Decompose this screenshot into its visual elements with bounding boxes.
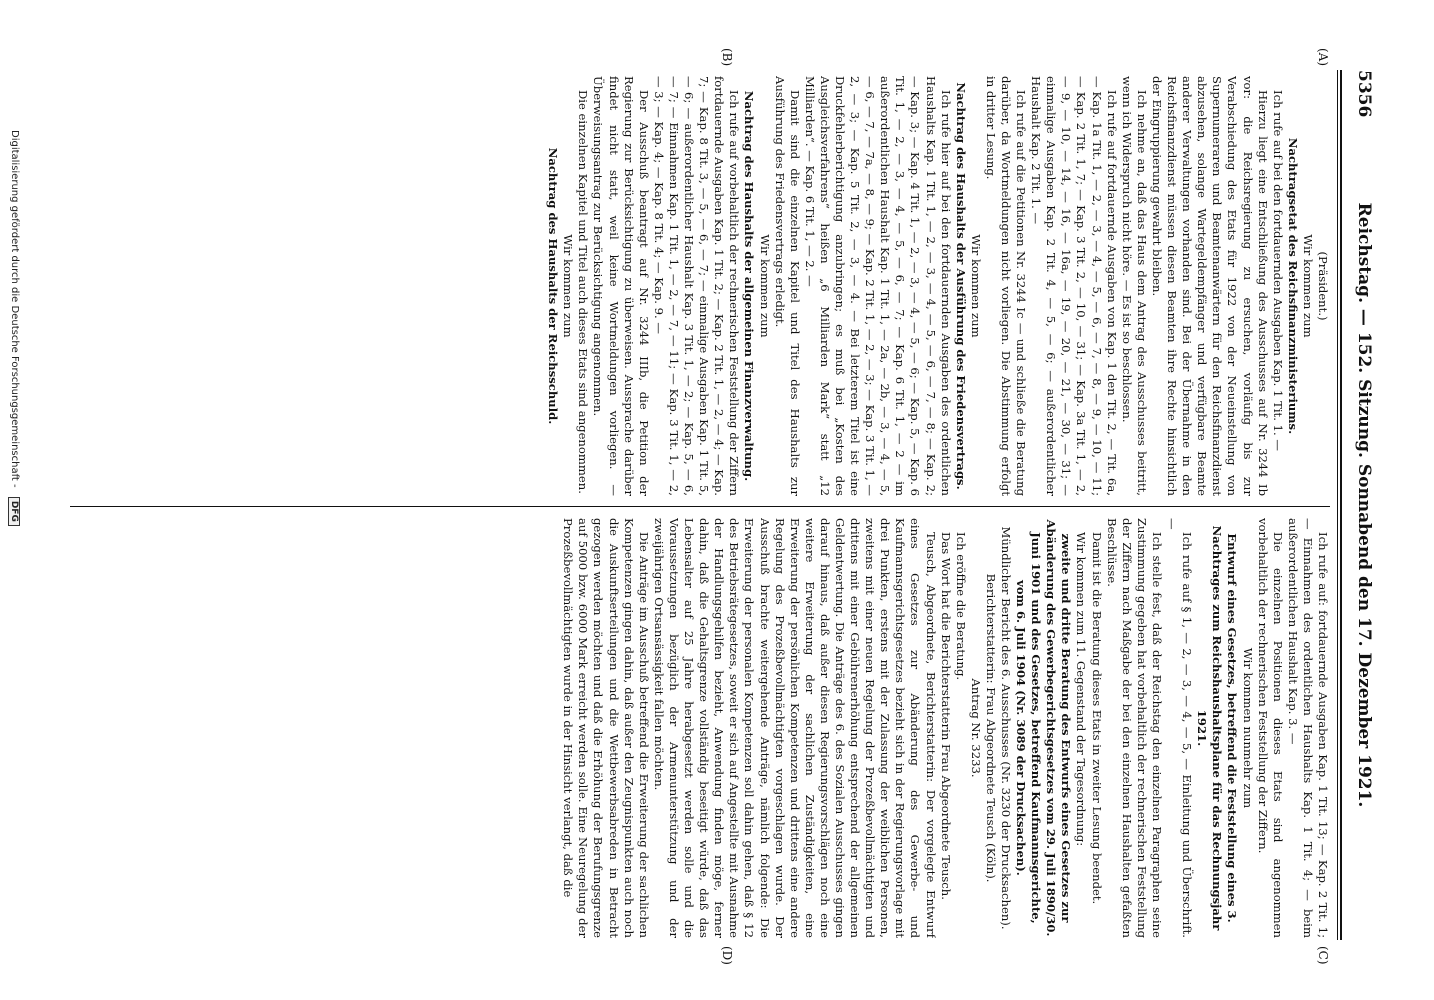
margin-letter-c: (C) xyxy=(1316,946,1330,965)
left-column-paragraph: Wir kommen zum xyxy=(561,234,576,338)
page-header xyxy=(1346,70,1374,940)
right-column-paragraph: Die einzelnen Positionen dieses Etats sind angenommen vorbehaltlich der rechnerischen Feststellung der Ziffern. xyxy=(1255,518,1285,938)
right-column-paragraph: zweite und dritte Beratung des Entwurfs eines Gesetzes zur Abänderung des Gewerbegerichtsgesetzes vom 29. Juli 1890/30. Juni 1901 und des Gesetzes, betreffend Kaufmannsgerichte, vom 6. Juli 1904 (Nr. 3089 der Drucksachen). xyxy=(1014,519,1074,937)
right-column-paragraph: Teusch, Abgeordnete, Berichterstatterin: Der vorgelegte Entwurf eines Gesetzes zur Abänderung des Gewerbe- und Kaufmannsgerichtsgesetzes bezieht sich in der Regierungsvorlage mit drei Punkten, erstens mit der Zulassung der weiblichen Personen, zweitens mit einer neuen Regelung der Prozeßbevollmächtigten und drittens mit einer Gebührenerhöhung entsprechend der allgemeinen Geldentwertung. Die Anträge des 6. des Sozialen Ausschusses gingen darauf hinaus, daß außer diesen Regierungsvorschlägen noch eine weitere Erweiterung der sachlichen Zuständigkeiten, eine Erweiterung der persönlichen Kompetenzen und drittens eine andere Regelung des Prozeßbevollmächtigten vorgeschlagen wurde. Der Ausschuß brachte weitergehende Anträge, nämlich folgende: Die Erweiterung der personalen Kompetenzen soll dahin gehen, daß § 12 des Betriebsrätegesetzes, soweit er sich auf Angestellte mit Ausnahme der Handlungsgehilfen bezieht, Anwendung finden möge, ferner dahin, daß die Gehaltsgrenze vollständig beseitigt würde, daß das Lebensalter auf 25 Jahre herabgesetzt werden solle und die Voraussetzungen bezüglich der Armenunterstützung und der zweijährigen Ortsansässigkeit fallen möchten. xyxy=(651,518,938,938)
header-rule-thin xyxy=(1337,70,1338,940)
left-column-paragraph: Wir kommen zum xyxy=(757,234,772,338)
left-column-paragraph: Nachtrag des Haushalts der Ausführung des Friedensvertrags. xyxy=(953,82,968,490)
left-column-paragraph: (Präsident.) xyxy=(1316,251,1330,321)
left-column xyxy=(70,76,1330,496)
right-column-paragraph: Damit ist die Beratung dieses Etats in zweiter Lesung beendet. xyxy=(1089,532,1104,905)
left-column-paragraph: Ich nehme an, daß das Haus dem Antrag des Ausschusses beitritt, wenn ich Widerspruch nicht höre. — Es ist so beschlossen. xyxy=(1119,76,1149,496)
left-column-paragraph: Ich rufe auf die Petitionen Nr. 3244 Ic — und schließe die Beratung darüber, da Wortmeldungen nicht vorliegen. Die Abstimmung erfolgt in dritter Lesung. xyxy=(983,76,1029,496)
right-column-paragraph: Ich eröffne die Beratung. xyxy=(953,532,968,681)
footer-text: Digitalisierung gefördert durch die Deutsche Forschungsgemeinschaft - xyxy=(9,130,20,488)
right-column-paragraph: Entwurf eines Gesetzes, betreffend die Feststellung eines 3. Nachtrages zum Reichshaushaltsplane für das Rechnungsjahr 1921. xyxy=(1195,525,1240,931)
left-column-paragraph: Der Ausschuß beantragt auf Nr. 3244 IIIb, die Petition der Regierung zur Berücksichtigung zu überweisen. Aussprache darüber findet nicht statt, weil keine Wortmeldungen vorliegen. — Überweisungsantrag zur Berücksichtigung angenommen. xyxy=(591,76,651,496)
right-column-paragraph: Berichterstatterin: Frau Abgeordnete Teusch (Köln). xyxy=(983,573,998,883)
right-column-paragraph: Wir kommen nunmehr zum xyxy=(1240,647,1255,809)
right-column-paragraph: Wir kommen zum 11. Gegenstand der Tagesordnung: xyxy=(1074,532,1089,847)
left-column-paragraph: Ich rufe hier auf bei den fortdauernden Ausgaben des ordentlichen Haushalts Kap. 1 Tit. 1, — 2, — 3, — 4, — 5, — 6, — 7, — 8; — Kap. 2; — Kap. 3; — Kap. 4 Tit. 1, — 2, — 3, — 4, — 5, — 6; — Kap. 5, — Kap. 6 Tit. 1, — 2, — 3, — 4, — 5, — 6, — 7; — Kap. 6 Tit. 1, — 2 — im außerordentlichen Haushalt Kap. 1 Tit. 1, — 2a, — 2b, — 3, — 4, — 5, — 6, — 7, — 7a, — 8, — 9; — Kap. 2 Tit. 1, — 2, — 3; — Kap. 3 Tit. 1, — 2, — 3; — Kap. 5 Tit. 2, — 3, — 4. — Bei letzterem Titel ist eine Druckfehlerberichtigung anzubringen; es muß bei „Kosten des Ausgleichsverfahrens“ heißen „6 Milliarden Mark“ statt „12 Milliarden“. — Kap. 6 Tit. 1, — 2. — xyxy=(802,76,953,496)
left-column-paragraph: Ich rufe auf bei den fortdauernden Ausgaben Kap. 1 Tit. 1. — xyxy=(1270,90,1285,451)
right-column-paragraph: Ich stelle fest, daß der Reichstag den einzelnen Paragraphen seine Zustimmung gegeben hat vorbehaltlich der rechnerischen Feststellung der Ziffern nach Maßgabe der bei den einzelnen Haushalten gefaßten Beschlüsse. xyxy=(1104,518,1164,938)
right-column-paragraph: Das Wort hat die Berichterstatterin Frau Abgeordnete Teusch. xyxy=(938,532,953,900)
header-rule xyxy=(1340,70,1342,940)
left-column-paragraph: Ich rufe auf vorbehaltlich der rechnerischen Feststellung der Ziffern fortdauernde Ausgaben Kap. 1 Tit. 2; — Kap. 2 Tit. 1, — 2, — 4; — Kap. 7; — Kap. 8 Tit. 3, — 5, — 6, — 7; — einmalige Ausgaben Kap. 1 Tit. 5, — 6; — außerordentlicher Haushalt Kap. 3 Tit. 1, — 2; — Kap. 5, — 6, — 7; — Einnahmen Kap. 1 Tit. 1, — 2, — 7, — 11; — Kap. 3 Tit. 1, — 2, — 3; — Kap. 4; — Kap. 8 Tit. 4; — Kap. 9. — xyxy=(651,76,742,496)
page-number: 5356 xyxy=(1354,70,1374,118)
left-column-paragraph: Ich rufe auf fortdauernde Ausgaben von Kap. 1 den Tit. 2, — Tit. 6a, — Kap. 1a Tit. 1, — 2, — 3, — 4, — 5, — 6, — 7, — 8, — 9, — 10, — 11; — Kap. 2 Tit. 1, 7; — Kap. 3 Tit. 2, — 10, — 31; — Kap. 3a Tit. 1, — 2, — 9, — 10, — 14, — 16, — 16a, — 19, — 20, — 21, — 30, — 31; — einmalige Ausgaben Kap. 2 Tit. 4, — 5, — 6; — außerordentlicher Haushalt Kap. 2 Tit. 1. — xyxy=(1029,76,1119,496)
left-column-paragraph: Damit sind die einzelnen Kapitel und Titel des Haushalts zur Ausführung des Friedensvertrags erledigt. xyxy=(772,76,802,496)
column-divider xyxy=(70,506,1330,507)
right-column-paragraph: Die Anträge im Ausschuß betreffend die Erweiterung der sachlichen Kompetenzen gingen dahin, daß außer den Zeugnispunkten auch noch die Auskunftserteilungen und die Wettbewerbsabreden in Betracht gezogen werden möchten und daß die Erhöhung der Berufungsgrenze auf 5000 bzw. 6000 Mark erreicht werden solle. Eine Neuregelung der Prozeßbevollmächtigten wurde in der Hinsicht verlangt, daß die xyxy=(561,518,651,938)
right-column xyxy=(70,518,1330,938)
left-column-paragraph: Wir kommen zum xyxy=(968,234,983,338)
margin-letter-a: (A) xyxy=(1316,48,1330,67)
left-column-paragraph: Die einzelnen Kapitel und Titel auch dieses Etats sind angenommen. xyxy=(576,90,591,494)
right-column-paragraph: Antrag Nr. 3233. xyxy=(968,678,983,778)
left-column-paragraph: Nachtragsetat des Reichsfinanzministeriums. xyxy=(1285,137,1300,435)
left-column-paragraph: Hierzu liegt eine Entschließung des Ausschusses auf Nr. 3244 Ib vor: die Reichsregierung zu ersuchen, vorläufig bis zur Verabschiedung des Etats für 1922 von der Neueinstellung von Supernumeraren und Beamtenanwärtern für den Reichsfinanzdienst abzusehen, solange Wartegeldempfänger und verfügbare Beamte anderer Verwaltungen vorhanden sind. Bei der Übernahme in den Reichsfinanzdienst müssen diesen Beamten ihre Rechte hinsichtlich der Eingruppierung gewahrt bleiben. xyxy=(1149,76,1270,496)
right-column-paragraph: Ich rufe auf: fortdauernde Ausgaben Kap. 1 Tit. 13; — Kap. 2 Tit. 1; — Einnahmen des ordentlichen Haushalts Kap. 1 Tit. 4; — beim außerordentlichen Haushalt Kap. 3. — xyxy=(1285,518,1330,938)
right-column-paragraph: Ich rufe auf § 1, — 2, — 3, — 4, — 5, — Einleitung und Überschrift. — xyxy=(1165,518,1195,938)
left-column-paragraph: Wir kommen zum xyxy=(1300,234,1315,338)
margin-letter-b: (B) xyxy=(720,48,734,67)
footer xyxy=(4,130,20,990)
page-title: Reichstag. — 152. Sitzung. Sonnabend den 17. Dezember 1921. xyxy=(1354,202,1374,808)
left-column-paragraph: Nachtrag des Haushalts der allgemeinen Finanzverwaltung. xyxy=(742,90,757,482)
left-column-paragraph: Nachtrag des Haushalts der Reichsschuld. xyxy=(546,147,561,425)
dfg-logo: DFG xyxy=(8,497,20,526)
margin-letter-d: (D) xyxy=(720,946,734,965)
right-column-paragraph: Mündlicher Bericht des 6. Ausschusses (Nr. 3230 der Drucksachen). xyxy=(999,526,1014,930)
